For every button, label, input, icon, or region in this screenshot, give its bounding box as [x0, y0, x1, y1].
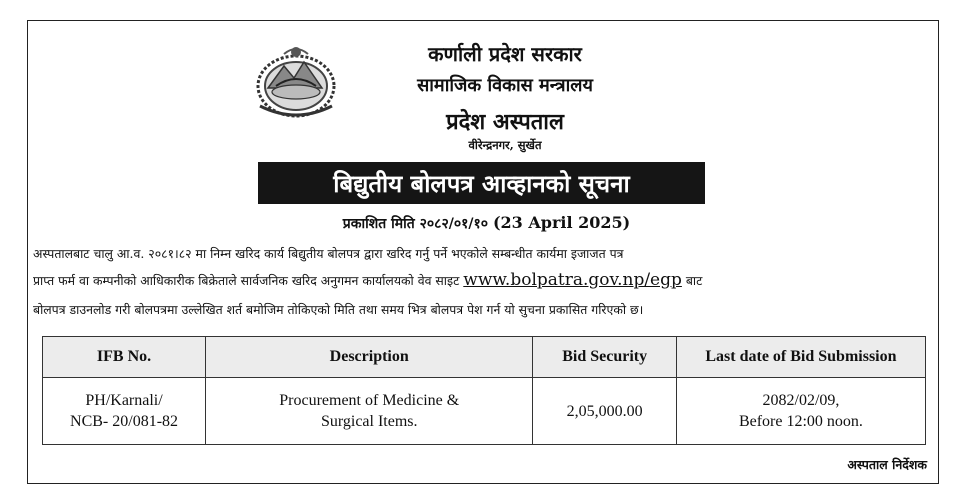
header-bid-security: Bid Security [533, 337, 676, 378]
published-date-nepali: प्रकाशित मिति २०८२/०१/१० [342, 216, 489, 232]
body-line-2 [33, 270, 935, 290]
hospital-director-signature: अस्पताल निर्देशक [847, 457, 927, 472]
cell-description [206, 378, 533, 445]
description-line-1: Procurement of Medicine & [279, 392, 460, 409]
cell-ifb-no [43, 378, 206, 445]
body-line-3: बोलपत्र डाउनलोड गरी बोलपत्रमा उल्लेखित शर्त बमोजिम तोकिएको मिति तथा समय भित्र बोलपत्र पेश गर्न यो सुचना प्रकासित गरिएको छ। [33, 302, 644, 317]
last-date-line-2: Before 12:00 noon. [738, 413, 863, 430]
cell-last-date [676, 378, 925, 445]
hospital-location: वीरेन्द्रनगर, सुर्खेत [468, 138, 542, 152]
bolpatra-website-link[interactable]: www.bolpatra.gov.np/egp [463, 270, 682, 290]
notice-title: बिद्युतीय बोलपत्र आव्हानको सूचना [258, 162, 705, 204]
ifb-line-1: PH/Karnali/ [85, 392, 163, 409]
hospital-name: प्रदेश अस्पताल [446, 109, 564, 135]
body-line-1: अस्पतालबाट चालु आ.व. २०८१।८२ मा निम्न खरिद कार्य बिद्युतीय बोलपत्र द्वारा खरिद गर्नु पर्ने भएकोले सम्बन्धीत कार्यमा इजाजत पत्र [33, 246, 624, 261]
published-date-english: (23 April 2025) [492, 213, 631, 232]
government-name: कर्णाली प्रदेश सरकार [428, 42, 582, 66]
bid-table [42, 336, 926, 445]
body-line-2-suffix: बाट [685, 273, 703, 288]
last-date-line-1: 2082/02/09, [762, 392, 840, 409]
ifb-line-2: NCB- 20/081-82 [70, 413, 179, 430]
published-date [0, 213, 965, 233]
cell-bid-security: 2,05,000.00 [533, 378, 676, 445]
header-ifb-no: IFB No. [43, 337, 206, 378]
description-line-2: Surgical Items. [320, 413, 418, 430]
header-last-date: Last date of Bid Submission [676, 337, 925, 378]
header-description: Description [206, 337, 533, 378]
table-header-row [43, 337, 926, 378]
table-row [43, 378, 926, 445]
ministry-name: सामाजिक विकास मन्त्रालय [417, 75, 593, 96]
body-line-2-text: प्राप्त फर्म वा कम्पनीको आधिकारीक बिक्रेताले सार्वजनिक खरिद अनुगमन कार्यालयको वेव साइट [33, 273, 460, 288]
